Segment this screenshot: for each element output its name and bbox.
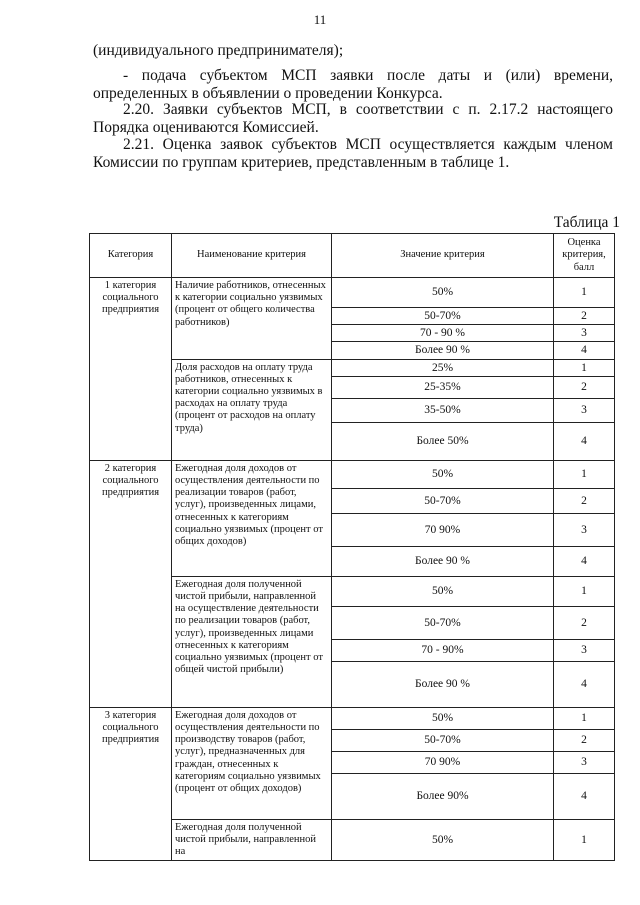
text-line: 2.20. Заявки субъектов МСП, в соответствии с п. 2.17.2 настоящего xyxy=(123,101,613,118)
value-cell: 50-70% xyxy=(332,308,554,325)
score-cell: 3 xyxy=(554,639,615,661)
value-cell: 70 90% xyxy=(332,513,554,546)
text-line: (индивидуального предпринимателя); xyxy=(93,42,344,59)
score-cell: 3 xyxy=(554,751,615,773)
criterion-cell: Ежегодная доля полученной чистой прибыли, направленной на xyxy=(172,819,332,861)
score-cell: 4 xyxy=(554,773,615,819)
value-cell: 70 - 90 % xyxy=(332,325,554,342)
value-cell: Более 50% xyxy=(332,422,554,460)
score-cell: 3 xyxy=(554,513,615,546)
score-cell: 2 xyxy=(554,308,615,325)
paragraph-2-20 xyxy=(93,101,613,137)
value-cell: 50-70% xyxy=(332,488,554,513)
criterion-cell: Ежегодная доля полученной чистой прибыли, направленной на осуществление деятельности по реализации товаров (работ, услуг), произведенных лицами отнесенных к категориям социально уязвимых (процент от общей чистой прибыли) xyxy=(172,576,332,707)
text-line: Комиссии по группам критериев, представленным в таблице 1. xyxy=(93,154,510,171)
score-cell: 3 xyxy=(554,325,615,342)
category-cell: 1 категория социального предприятия xyxy=(90,278,172,461)
table-row xyxy=(90,460,615,488)
page-number: 11 xyxy=(313,12,327,27)
table-row xyxy=(90,278,615,308)
value-cell: 50% xyxy=(332,819,554,861)
score-cell: 1 xyxy=(554,359,615,376)
category-cell: 2 категория социального предприятия xyxy=(90,460,172,707)
value-cell: Более 90 % xyxy=(332,546,554,576)
value-cell: 50% xyxy=(332,576,554,606)
table-caption: Таблица 1 xyxy=(553,214,620,231)
value-cell: 50% xyxy=(332,460,554,488)
score-cell: 4 xyxy=(554,342,615,359)
value-cell: 25-35% xyxy=(332,376,554,398)
paragraph-late-submission xyxy=(93,67,613,103)
criteria-table xyxy=(89,233,615,861)
score-cell: 4 xyxy=(554,422,615,460)
value-cell: Более 90 % xyxy=(332,342,554,359)
criterion-cell: Ежегодная доля доходов от осуществления деятельности по производству товаров (работ, услуг), предназначенных для граждан, отнесенных к категориям социально уязвимых (процент от общих доходов) xyxy=(172,707,332,819)
score-cell: 1 xyxy=(554,460,615,488)
header-criterion: Наименование критерия xyxy=(172,234,332,278)
score-cell: 2 xyxy=(554,729,615,751)
criterion-cell: Доля расходов на оплату труда работников, отнесенных к категории социально уязвимых в расходах на оплату труда (процент от расходов на оплату труда) xyxy=(172,359,332,460)
score-cell: 1 xyxy=(554,576,615,606)
value-cell: 50-70% xyxy=(332,606,554,639)
text-line: определенных в объявлении о проведении Конкурса. xyxy=(93,85,443,102)
text-line: 2.21. Оценка заявок субъектов МСП осуществляется каждым членом xyxy=(123,136,613,153)
value-cell: 50-70% xyxy=(332,729,554,751)
score-cell: 3 xyxy=(554,398,615,422)
score-cell: 1 xyxy=(554,707,615,729)
category-cell: 3 категория социального предприятия xyxy=(90,707,172,861)
text-line: - подача субъектом МСП заявки после даты и (или) времени, xyxy=(123,67,613,84)
paragraph-2-21 xyxy=(93,136,613,172)
value-cell: Более 90% xyxy=(332,773,554,819)
score-cell: 4 xyxy=(554,661,615,707)
paragraph-continuation xyxy=(93,42,613,60)
text-line: Порядка оцениваются Комиссией. xyxy=(93,119,319,136)
criterion-cell: Ежегодная доля доходов от осуществления деятельности по реализации товаров (работ, услуг), произведенных лицами, отнесенных к категориям социально уязвимых (процент от общих доходов) xyxy=(172,460,332,576)
header-score: Оценка критерия, балл xyxy=(554,234,615,278)
score-cell: 2 xyxy=(554,376,615,398)
header-category: Категория xyxy=(90,234,172,278)
table-row xyxy=(90,707,615,729)
score-cell: 2 xyxy=(554,606,615,639)
value-cell: 50% xyxy=(332,707,554,729)
score-cell: 4 xyxy=(554,546,615,576)
criterion-cell: Наличие работников, отнесенных к категории социально уязвимых (процент от общего количества работников) xyxy=(172,278,332,360)
score-cell: 1 xyxy=(554,819,615,861)
value-cell: Более 90 % xyxy=(332,661,554,707)
score-cell: 1 xyxy=(554,278,615,308)
value-cell: 35-50% xyxy=(332,398,554,422)
header-value: Значение критерия xyxy=(332,234,554,278)
value-cell: 50% xyxy=(332,278,554,308)
value-cell: 70 90% xyxy=(332,751,554,773)
value-cell: 70 - 90% xyxy=(332,639,554,661)
table-header-row xyxy=(90,234,615,278)
value-cell: 25% xyxy=(332,359,554,376)
score-cell: 2 xyxy=(554,488,615,513)
